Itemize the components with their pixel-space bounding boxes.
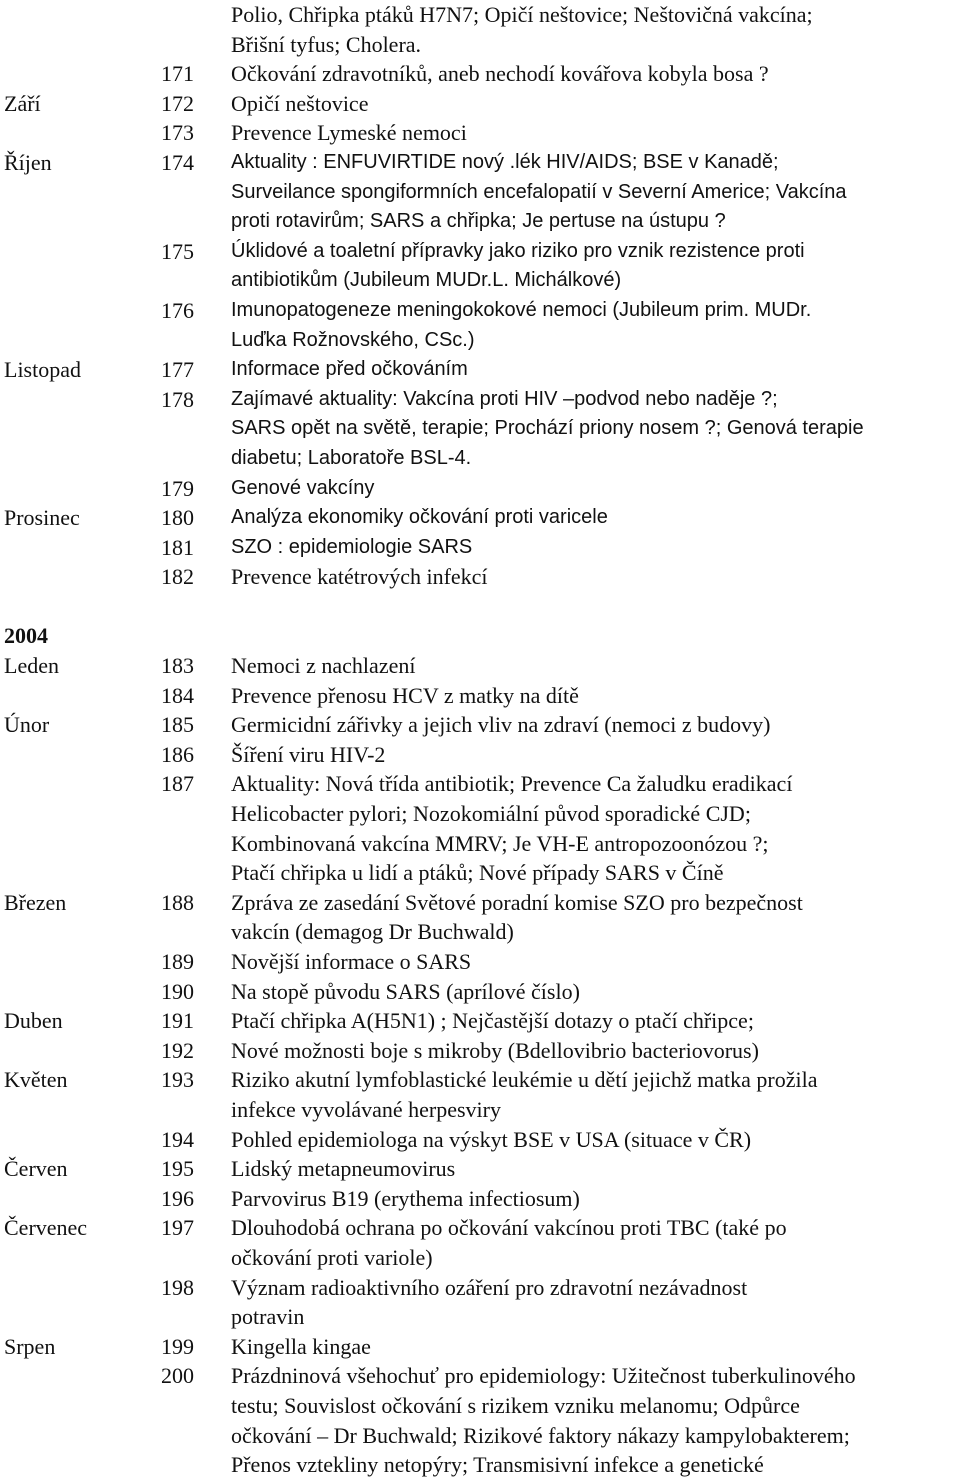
entry-line: [0, 562, 960, 592]
issue-number: 184: [161, 682, 194, 708]
entry-text: proti rotavirům; SARS a chřipka; Je pertuse na ústupu ?: [231, 210, 726, 233]
entry-line: [0, 829, 960, 859]
entry-month: Únor: [4, 712, 50, 738]
entry-month: Listopad: [4, 357, 81, 383]
entry-line: [0, 178, 960, 208]
issue-number: 188: [161, 889, 194, 915]
year-heading-row: [0, 621, 960, 651]
issue-number: 178: [161, 386, 194, 412]
entry-line: [0, 30, 960, 60]
issue-number: 175: [161, 238, 194, 264]
entry-text: Kingella kingae: [231, 1333, 371, 1359]
entry-line: [0, 1184, 960, 1214]
issue-number: 195: [161, 1156, 194, 1182]
entry-month: Říjen: [4, 149, 52, 175]
entry-text: Lidský metapneumovirus: [231, 1156, 456, 1182]
entry-text: Břišní tyfus; Cholera.: [231, 31, 422, 57]
entry-line: [0, 503, 960, 533]
issue-entry: [0, 296, 960, 355]
issue-entry: [0, 474, 960, 504]
issue-number: 183: [161, 653, 194, 679]
issue-number: 186: [161, 741, 194, 767]
issue-number: 198: [161, 1274, 194, 1300]
issue-entry: [0, 118, 960, 148]
issue-entry: [0, 385, 960, 474]
entry-line: [0, 1450, 960, 1480]
entry-text: očkování – Dr Buchwald; Rizikové faktory nákazy kampylobakterem;: [231, 1422, 850, 1448]
entry-month: Květen: [4, 1067, 68, 1093]
entry-line: [0, 947, 960, 977]
issue-entry: [0, 1184, 960, 1214]
entry-text: Opičí neštovice: [231, 90, 369, 116]
entry-text: Ptačí chřipka u lidí a ptáků; Nové případy SARS v Číně: [231, 860, 724, 886]
entry-line: [0, 977, 960, 1007]
issue-number: 191: [161, 1008, 194, 1034]
entry-line: [0, 710, 960, 740]
entry-line: [0, 1095, 960, 1125]
entry-text: SARS opět na světě, terapie; Prochází priony nosem ?; Genová terapie: [231, 417, 864, 440]
entry-line: [0, 296, 960, 326]
entry-line: [0, 740, 960, 770]
entry-line: [0, 1391, 960, 1421]
entry-line: [0, 1273, 960, 1303]
issue-number: 197: [161, 1215, 194, 1241]
entry-line: [0, 1006, 960, 1036]
issue-entry: [0, 1273, 960, 1332]
entry-text: Germicidní zářivky a jejich vliv na zdraví (nemoci z budovy): [231, 712, 771, 738]
issue-number: 200: [161, 1363, 194, 1389]
entry-line: [0, 769, 960, 799]
entry-text: Význam radioaktivního ozáření pro zdravotní nezávadnost: [231, 1274, 748, 1300]
entries-2004: [0, 651, 960, 1480]
entry-month: Červenec: [4, 1215, 88, 1241]
entry-line: [0, 1332, 960, 1362]
issue-entry: [0, 681, 960, 711]
issue-entry: [0, 769, 960, 887]
entry-month: Srpen: [4, 1333, 56, 1359]
entry-text: Prevence katétrových infekcí: [231, 564, 488, 590]
entry-text: Informace před očkováním: [231, 358, 468, 381]
issue-entry: [0, 888, 960, 947]
issue-entry: [0, 533, 960, 563]
entry-text: Prázdninová všehochuť pro epidemiology: Užitečnost tuberkulinového: [231, 1363, 856, 1389]
entry-line: [0, 1213, 960, 1243]
issue-entry: [0, 651, 960, 681]
entry-month: Září: [4, 90, 41, 116]
issue-entry: [0, 947, 960, 977]
entry-month: Březen: [4, 889, 67, 915]
entry-text: testu; Souvislost očkování s rizikem vzniku melanomu; Odpůrce: [231, 1392, 800, 1418]
entry-line: [0, 1154, 960, 1184]
entry-line: [0, 1125, 960, 1155]
entry-line: [0, 444, 960, 474]
entry-line: [0, 385, 960, 415]
entry-line: [0, 681, 960, 711]
entry-line: [0, 1036, 960, 1066]
entry-text: vakcín (demagog Dr Buchwald): [231, 919, 514, 945]
entry-text: Riziko akutní lymfoblastické leukémie u dětí jejichž matka prožila: [231, 1067, 818, 1093]
entry-text: Úklidové a toaletní přípravky jako riziko pro vznik rezistence proti: [231, 239, 805, 262]
entry-month: Leden: [4, 653, 59, 679]
entry-line: [0, 1302, 960, 1332]
entry-line: [0, 474, 960, 504]
entry-text: Luďka Rožnovského, CSc.): [231, 328, 475, 351]
issue-entry: [0, 562, 960, 592]
issue-number: 177: [161, 357, 194, 383]
entry-line: [0, 59, 960, 89]
issue-entry: [0, 1361, 960, 1479]
entry-text: Genové vakcíny: [231, 476, 375, 499]
entry-line: [0, 266, 960, 296]
entry-month: Červen: [4, 1156, 68, 1182]
issue-number: 187: [161, 771, 194, 797]
issue-number: 196: [161, 1185, 194, 1211]
issue-entry: [0, 59, 960, 89]
issue-entry: [0, 0, 960, 59]
entry-text: Helicobacter pylori; Nozokomiální původ sporadické CJD;: [231, 801, 751, 827]
entry-text: Aktuality: Nová třída antibiotik; Prevence Ca žaludku eradikací: [231, 771, 793, 797]
issue-number: 172: [161, 90, 194, 116]
entry-line: [0, 148, 960, 178]
issue-entry: [0, 1006, 960, 1036]
issue-number: 193: [161, 1067, 194, 1093]
entry-text: diabetu; Laboratoře BSL-4.: [231, 446, 472, 469]
entry-line: [0, 651, 960, 681]
entry-text: Prevence přenosu HCV z matky na dítě: [231, 682, 579, 708]
entry-line: [0, 533, 960, 563]
issue-entry: [0, 503, 960, 533]
entry-text: Nemoci z nachlazení: [231, 653, 416, 679]
issue-entry: [0, 237, 960, 296]
issue-entry: [0, 1036, 960, 1066]
entry-line: [0, 326, 960, 356]
entry-text: Na stopě původu SARS (aprílové číslo): [231, 978, 580, 1004]
entry-text: Prevence Lymeské nemoci: [231, 120, 467, 146]
entries-2003: [0, 0, 960, 592]
entry-line: [0, 1243, 960, 1273]
entry-text: očkování proti variole): [231, 1244, 433, 1270]
entry-text: Analýza ekonomiky očkování proti varicele: [231, 506, 608, 529]
entry-text: Imunopatogeneze meningokokové nemoci (Jubileum prim. MUDr.: [231, 298, 812, 321]
entry-text: potravin: [231, 1304, 305, 1330]
issue-number: 190: [161, 978, 194, 1004]
entry-line: [0, 237, 960, 267]
entry-line: [0, 799, 960, 829]
entry-text: Aktuality : ENFUVIRTIDE nový .lék HIV/AIDS; BSE v Kanadě;: [231, 150, 779, 173]
issue-number: 180: [161, 505, 194, 531]
entry-line: [0, 1421, 960, 1451]
entry-text: Šíření viru HIV-2: [231, 741, 386, 767]
entry-line: [0, 89, 960, 119]
entry-line: [0, 888, 960, 918]
entry-line: [0, 207, 960, 237]
entry-text: Novější informace o SARS: [231, 949, 472, 974]
year-heading: 2004: [4, 623, 48, 649]
issue-entry: [0, 710, 960, 740]
issue-number: 192: [161, 1037, 194, 1063]
entry-line: [0, 414, 960, 444]
entry-text: Kombinovaná vakcína MMRV; Je VH-E antropozoonózou ?;: [231, 830, 769, 856]
issue-entry: [0, 1065, 960, 1124]
issue-number: 179: [161, 475, 194, 501]
entry-text: Surveilance spongiformních encefalopatií v Severní Americe; Vakcína: [231, 180, 847, 203]
entry-text: Očkování zdravotníků, aneb nechodí kovářova kobyla bosa ?: [231, 61, 769, 87]
issue-number: 176: [161, 297, 194, 323]
entry-line: [0, 1361, 960, 1391]
entry-text: Přenos vztekliny netopýry; Transmisivní infekce a genetické: [231, 1452, 764, 1478]
issue-number: 173: [161, 120, 194, 146]
entry-line: [0, 917, 960, 947]
entry-text: Polio, Chřipka ptáků H7N7; Opičí neštovice; Neštovičná vakcína;: [231, 2, 813, 27]
entry-text: Dlouhodobá ochrana po očkování vakcínou proti TBC (také po: [231, 1215, 787, 1241]
issue-entry: [0, 977, 960, 1007]
entry-month: Duben: [4, 1008, 63, 1034]
issue-number: 189: [161, 949, 194, 974]
issue-number: 174: [161, 149, 194, 175]
entry-text: Zajímavé aktuality: Vakcína proti HIV –podvod nebo naděje ?;: [231, 387, 778, 410]
issue-entry: [0, 1213, 960, 1272]
entry-text: infekce vyvolávané herpesviry: [231, 1096, 501, 1122]
entry-text: Parvovirus B19 (erythema infectiosum): [231, 1185, 580, 1211]
entry-text: Zpráva ze zasedání Světové poradní komise SZO pro bezpečnost: [231, 889, 803, 915]
issue-number: 171: [161, 61, 194, 87]
issue-entry: [0, 1154, 960, 1184]
issue-entry: [0, 148, 960, 237]
issue-entry: [0, 89, 960, 119]
entry-text: antibiotikům (Jubileum MUDr.L. Michálkové): [231, 269, 622, 292]
entry-line: [0, 1065, 960, 1095]
issue-number: 185: [161, 712, 194, 738]
entry-line: [0, 118, 960, 148]
issue-entry: [0, 740, 960, 770]
issue-number: 181: [161, 534, 194, 560]
entry-line: [0, 858, 960, 888]
entry-text: SZO : epidemiologie SARS: [231, 535, 473, 558]
issue-number: 194: [161, 1126, 194, 1152]
entry-month: Prosinec: [4, 505, 80, 531]
entry-line: [0, 355, 960, 385]
entry-text: Ptačí chřipka A(H5N1) ; Nejčastější dotazy o ptačí chřipce;: [231, 1008, 754, 1034]
issue-number: 182: [161, 564, 194, 590]
entry-text: Pohled epidemiologa na výskyt BSE v USA (situace v ČR): [231, 1126, 752, 1152]
issue-entry: [0, 1125, 960, 1155]
issue-number: 199: [161, 1333, 194, 1359]
entry-text: Nové možnosti boje s mikroby (Bdellovibrio bacteriovorus): [231, 1037, 759, 1063]
entry-line: [0, 0, 960, 30]
issue-entry: [0, 355, 960, 385]
spacer: [0, 592, 960, 622]
issue-entry: [0, 1332, 960, 1362]
